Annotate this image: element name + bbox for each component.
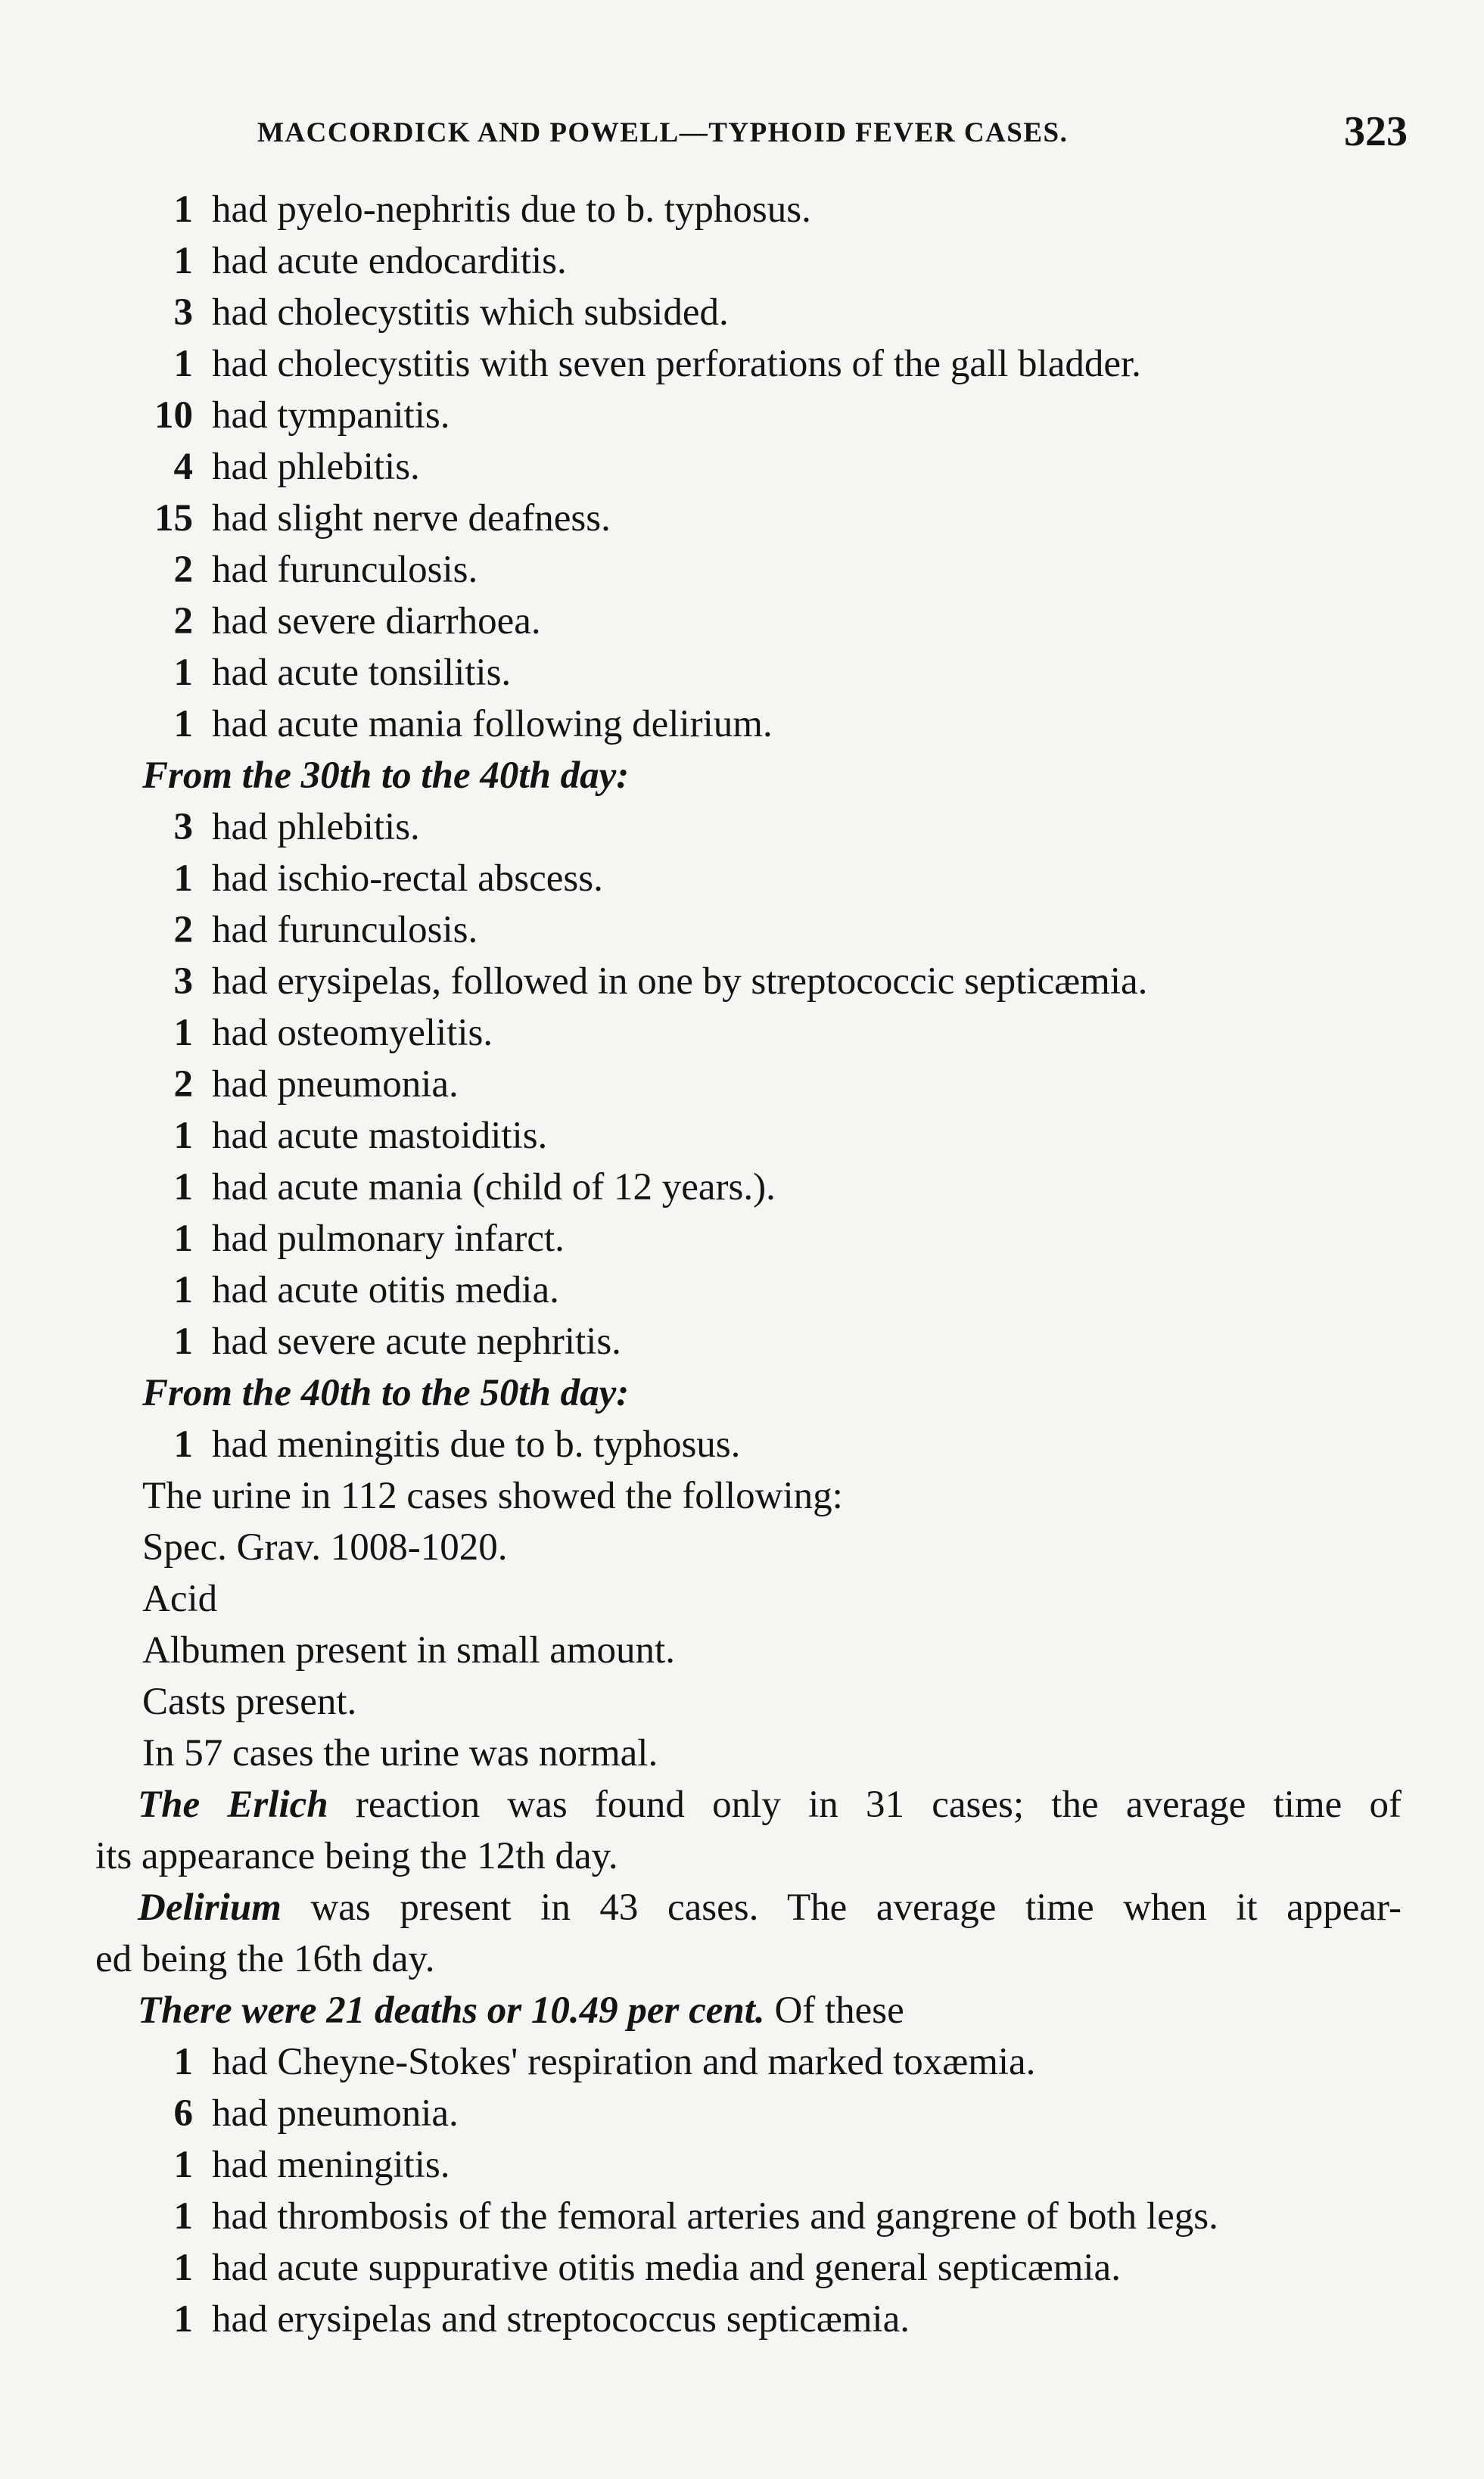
list-item <box>114 648 1400 698</box>
item-text: had slight nerve deafness. <box>212 497 611 540</box>
item-text: had tympanitis. <box>212 394 450 437</box>
item-text: had pneumonia. <box>212 2092 459 2135</box>
item-count: 4 <box>173 446 193 488</box>
item-text: had phlebitis. <box>212 446 420 488</box>
list-item <box>114 2243 1438 2293</box>
list-item <box>114 1059 1400 1109</box>
item-count: 1 <box>173 2195 193 2238</box>
item-text: had osteomyelitis. <box>212 1012 493 1054</box>
list-item <box>114 2089 1438 2138</box>
item-count: 1 <box>173 343 193 385</box>
list-item <box>114 956 1400 1006</box>
item-text: had ischio-rectal abscess. <box>212 857 603 900</box>
list-item <box>114 545 1400 595</box>
section-heading-30-40: From the 30th to the 40th day: <box>142 754 630 797</box>
item-count: 1 <box>173 2247 193 2289</box>
item-count: 1 <box>173 1269 193 1311</box>
list-item <box>114 1111 1400 1161</box>
item-count: 15 <box>154 497 193 540</box>
list-item <box>114 802 1400 852</box>
item-count: 3 <box>173 291 193 334</box>
item-text: had acute endocarditis. <box>212 240 567 282</box>
deaths-lead: There were 21 deaths or 10.49 per cent. <box>138 1989 765 2032</box>
item-text: had severe acute nephritis. <box>212 1320 621 1363</box>
item-text: had Cheyne-Stokes' respiration and marked toxæmia. <box>212 2041 1036 2083</box>
item-count: 6 <box>173 2092 193 2135</box>
list-item <box>114 2294 1438 2344</box>
list-item <box>114 185 1400 235</box>
urine-finding: Albumen present in small amount. <box>142 1629 675 1672</box>
item-text: had meningitis due to b. typhosus. <box>212 1423 741 1466</box>
item-count: 1 <box>173 188 193 231</box>
urine-finding: In 57 cases the urine was normal. <box>142 1732 658 1774</box>
erlich-paragraph-line-1 <box>138 1780 1402 1830</box>
item-text: had acute otitis media. <box>212 1269 559 1311</box>
list-item <box>114 2140 1438 2190</box>
item-text: had severe diarrhoea. <box>212 600 541 642</box>
item-text: had furunculosis. <box>212 549 478 591</box>
item-count: 1 <box>173 2041 193 2083</box>
list-item <box>114 854 1400 904</box>
item-text: had acute suppurative otitis media and general septicæmia. <box>212 2247 1121 2289</box>
item-text: had erysipelas, followed in one by streptococcic septicæmia. <box>212 960 1148 1003</box>
section-heading-40-50: From the 40th to the 50th day: <box>142 1372 630 1414</box>
item-count: 3 <box>173 960 193 1003</box>
delirium-text: was present in 43 cases. The average time when it appear- <box>310 1886 1402 1929</box>
erlich-paragraph-line-2: its appearance being the 12th day. <box>95 1835 618 1877</box>
item-text: had acute mania (child of 12 years.). <box>212 1166 776 1208</box>
list-item <box>114 596 1400 646</box>
item-text: had acute mania following delirium. <box>212 703 773 745</box>
item-count: 2 <box>173 549 193 591</box>
item-text: had phlebitis. <box>212 806 420 848</box>
deaths-line <box>138 1986 904 2036</box>
item-count: 1 <box>173 1423 193 1466</box>
urine-finding: Acid <box>142 1578 218 1620</box>
list-item <box>114 2191 1438 2241</box>
delirium-paragraph-line-2: ed being the 16th day. <box>95 1938 435 1980</box>
list-item <box>114 236 1400 286</box>
list-item <box>114 1008 1400 1058</box>
item-text: had cholecystitis which subsided. <box>212 291 729 334</box>
item-count: 2 <box>173 1063 193 1106</box>
page-number: 323 <box>1344 108 1408 155</box>
urine-finding: Casts present. <box>142 1681 357 1723</box>
item-text: had thrombosis of the femoral arteries and gangrene of both legs. <box>212 2195 1218 2238</box>
urine-finding: Spec. Grav. 1008-1020. <box>142 1526 508 1569</box>
item-text: had acute tonsilitis. <box>212 652 512 694</box>
item-text: had pyelo-nephritis due to b. typhosus. <box>212 188 811 231</box>
deaths-rest: Of these <box>774 1989 904 2032</box>
item-count: 1 <box>173 1166 193 1208</box>
item-count: 2 <box>173 600 193 642</box>
item-count: 1 <box>173 1012 193 1054</box>
list-item <box>114 905 1400 955</box>
list-item <box>114 339 1400 389</box>
running-head <box>257 107 1430 168</box>
list-item <box>114 1265 1400 1315</box>
item-count: 1 <box>173 1115 193 1157</box>
list-item <box>114 288 1400 337</box>
item-count: 3 <box>173 806 193 848</box>
delirium-paragraph-line-1 <box>138 1883 1402 1933</box>
item-count: 1 <box>173 703 193 745</box>
list-item <box>114 390 1400 440</box>
item-text: had pneumonia. <box>212 1063 459 1106</box>
item-count: 1 <box>173 1320 193 1363</box>
item-count: 1 <box>173 2144 193 2186</box>
list-item <box>114 2037 1438 2087</box>
list-item <box>114 442 1400 492</box>
item-text: had erysipelas and streptococcus septicæmia. <box>212 2298 910 2341</box>
list-item <box>114 1214 1400 1264</box>
item-count: 1 <box>173 1218 193 1260</box>
erlich-lead: The Erlich <box>138 1784 328 1826</box>
item-count: 1 <box>173 652 193 694</box>
item-count: 1 <box>173 857 193 900</box>
running-title: MACCORDICK AND POWELL—TYPHOID FEVER CASES. <box>257 117 1069 148</box>
list-item <box>114 1317 1400 1367</box>
list-item <box>114 493 1400 543</box>
item-text: had acute mastoiditis. <box>212 1115 548 1157</box>
item-count: 1 <box>173 2298 193 2341</box>
list-item <box>114 1420 1400 1470</box>
urine-intro: The urine in 112 cases showed the following: <box>142 1475 843 1517</box>
item-text: had furunculosis. <box>212 909 478 951</box>
erlich-text: reaction was found only in 31 cases; the average time of <box>355 1784 1402 1826</box>
item-text: had cholecystitis with seven perforations of the gall bladder. <box>212 343 1141 385</box>
item-text: had pulmonary infarct. <box>212 1218 565 1260</box>
list-item <box>114 699 1400 749</box>
item-text: had meningitis. <box>212 2144 450 2186</box>
list-item <box>114 1162 1400 1212</box>
delirium-lead: Delirium <box>138 1886 282 1929</box>
item-count: 10 <box>154 394 193 437</box>
item-count: 1 <box>173 240 193 282</box>
item-count: 2 <box>173 909 193 951</box>
